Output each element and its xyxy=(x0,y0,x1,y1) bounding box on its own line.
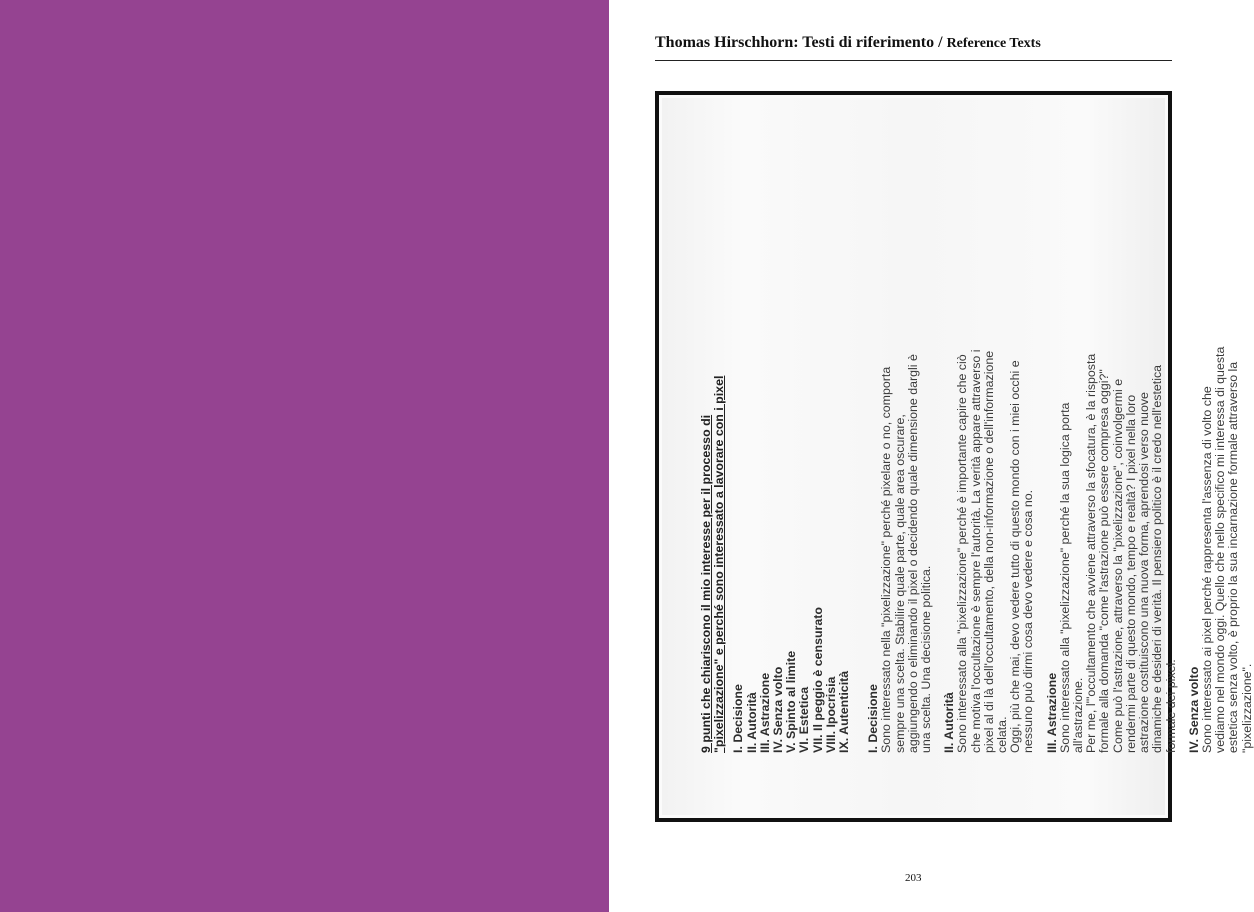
running-head-subtitle: Reference Texts xyxy=(946,36,1041,51)
section-line: all'astrazione. xyxy=(1071,677,1086,753)
section-line: Sono interessato ai pixel perché rappresenta l'assenza di volto che xyxy=(1199,386,1214,753)
section-heading: I. Decisione xyxy=(866,684,881,753)
section-line: sempre una scelta. Stabilire quale parte, quale area oscurare, xyxy=(892,414,907,753)
section-line: celata. xyxy=(995,716,1010,753)
section-heading: II. Autorità xyxy=(942,692,957,753)
list-item: II. Autorità xyxy=(744,692,759,753)
running-head xyxy=(655,34,1171,52)
scanned-document-image xyxy=(655,91,1254,822)
list-item: VIII. Ipocrisia xyxy=(823,676,838,753)
section-line: formale alla domanda "come l'astrazione può essere compresa oggi?" xyxy=(1097,369,1112,753)
book-page xyxy=(609,0,1254,912)
scan-title-line: "pixelizzazione" e perché sono interessato a lavorare con i pixel xyxy=(712,375,727,753)
section-line: Sono interessato nella "pixelizzazione" perché pixelare o no, comporta xyxy=(879,366,894,753)
scan-point-list xyxy=(732,171,851,753)
section-line: pixel al di là dell'occultamento, della non-informazione o dell'informazione xyxy=(981,350,996,753)
scan-title-line: 9 punti che chiariscono il mio interesse per il processo di xyxy=(699,414,713,753)
list-item: III. Astrazione xyxy=(757,672,772,753)
section-line: rendermi parte di questo mondo, tempo e realtà? I pixel nella loro xyxy=(1123,394,1138,753)
purple-color-panel xyxy=(0,0,609,912)
scan-paper xyxy=(662,98,1254,815)
rotated-scan-text xyxy=(699,171,1254,753)
section-line: Come può l'astrazione, attraverso la "pixelizzazione", coinvolgermi e xyxy=(1110,378,1125,753)
section-line: Oggi, più che mai, devo vedere tutto di questo mondo con i miei occhi e xyxy=(1008,360,1023,753)
list-item: I. Decisione xyxy=(731,684,746,753)
running-head-title: Thomas Hirschhorn: Testi di riferimento / xyxy=(655,34,943,51)
section-line: nessuno può dirmi cosa devo vedere e cosa no. xyxy=(1021,489,1036,753)
list-item: VI. Estetica xyxy=(797,686,812,753)
list-item: IX. Autenticità xyxy=(837,670,852,753)
header-rule xyxy=(655,60,1172,61)
section-line: Sono interessato alla "pixelizzazione" perché la sua logica porta xyxy=(1057,402,1072,753)
section-line: "pixelizzazione". xyxy=(1239,663,1254,753)
list-item: V. Spinto al limite xyxy=(784,650,799,753)
section-line: Per me, l'"occultamento che avviene attraverso la sfocatura, è la risposta xyxy=(1084,353,1099,753)
section-line: una scelta. Una decisione politica. xyxy=(919,565,934,753)
section-line: formale dei pixel. xyxy=(1163,659,1178,753)
list-item: IV. Senza volto xyxy=(771,666,786,753)
section-heading: IV. Senza volto xyxy=(1186,666,1201,753)
section-line: Sono interessato alla "pixelizzazione" perché è importante capire che ciò xyxy=(955,354,970,753)
page-number: 203 xyxy=(905,872,922,884)
section-heading: III. Astrazione xyxy=(1044,672,1059,753)
section-line: che motiva l'occultazione è sempre l'autorità. La verità appare attraverso i xyxy=(968,349,983,753)
scan-title xyxy=(700,171,726,753)
section-line: dinamiche e desideri di verità. Il pensiero politico è il credo nell'estetica xyxy=(1150,364,1165,753)
section-line: estetica senza volto, è proprio la sua incarnazione formale attraverso la xyxy=(1226,361,1241,753)
section-line: astrazione costituiscono una nuova forma, aprendosi verso nuove xyxy=(1137,392,1152,753)
list-item: VII. Il peggio è censurato xyxy=(810,607,825,753)
section-line: vediamo nel mondo oggi. Quello che nello specifico mi interessa di questa xyxy=(1213,346,1228,753)
section-line: aggiungendo o eliminando il pixel o decidendo quale dimensione dargli è xyxy=(905,354,920,753)
